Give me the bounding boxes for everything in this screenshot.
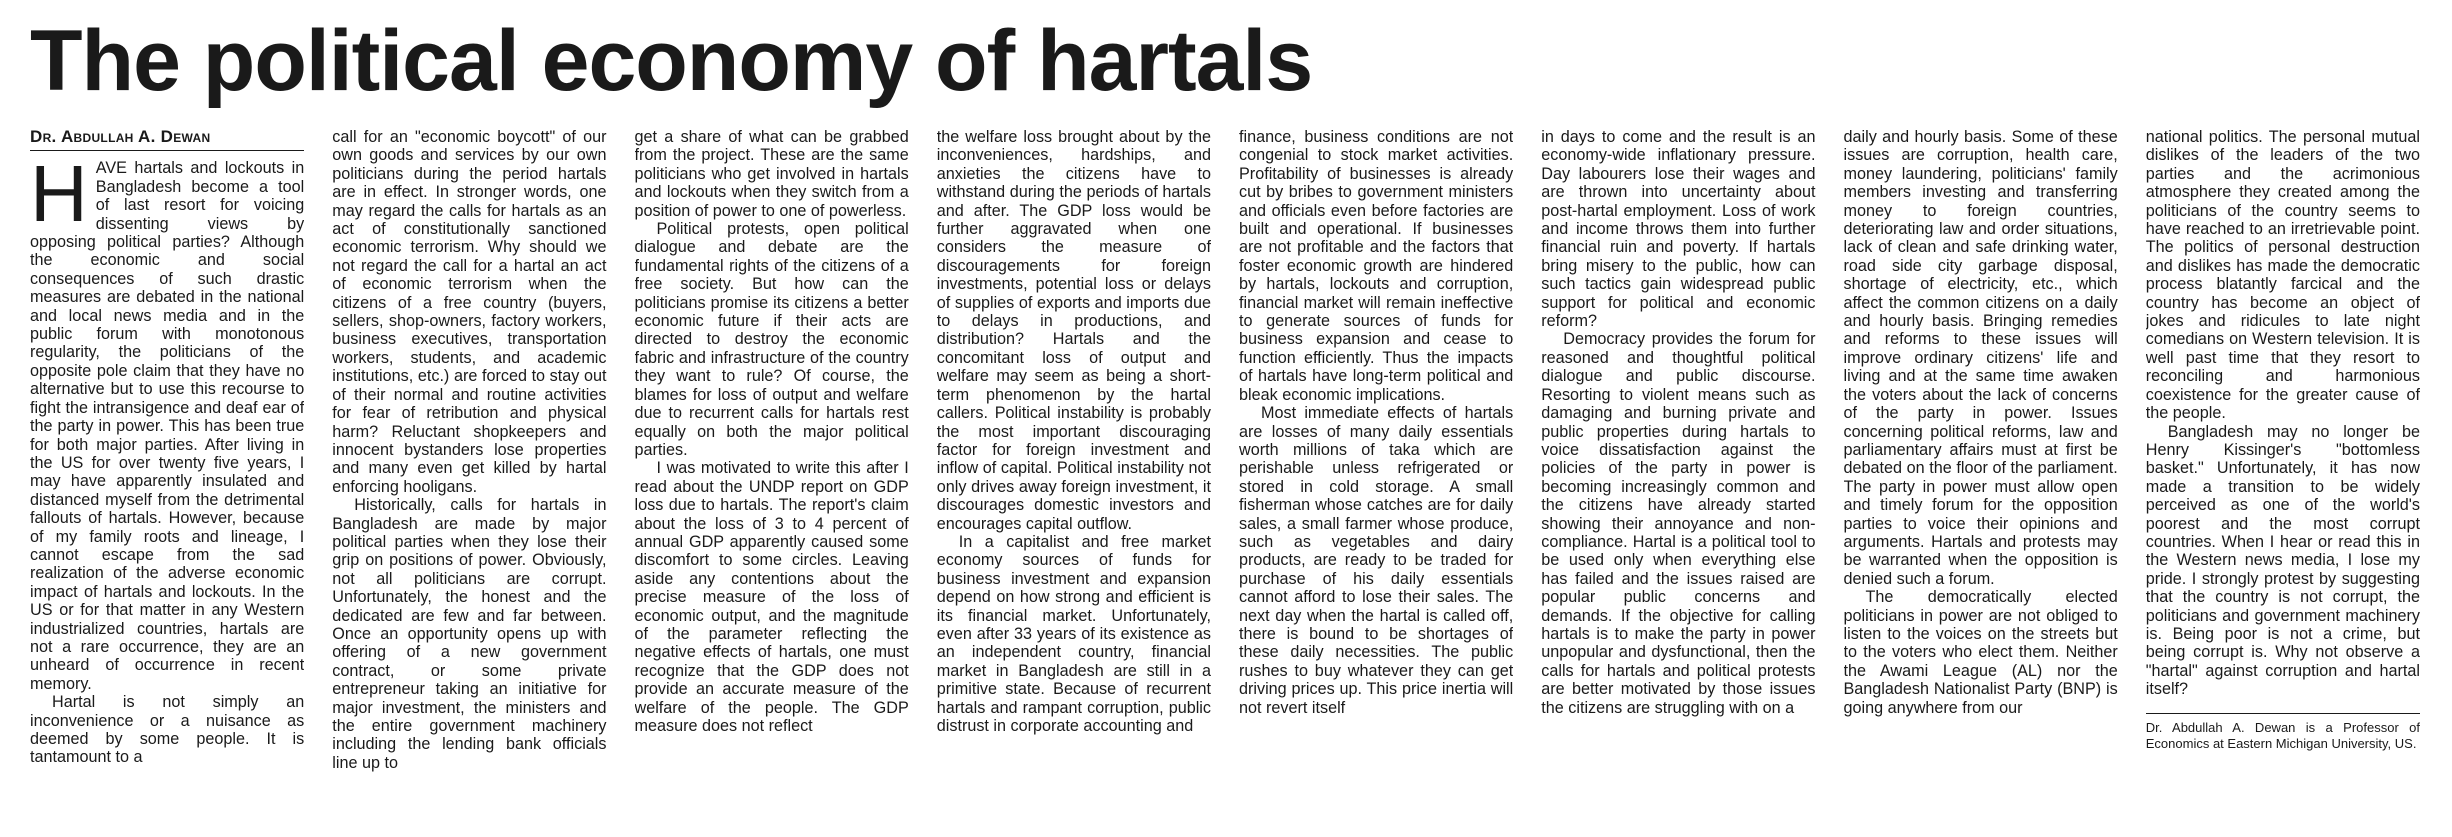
column-6 (1541, 128, 1815, 808)
paragraph: I was motivated to write this after I read about the UNDP report on GDP loss due to hartals. The report's claim about the loss of 3 to 4 percent of annual GDP apparently caused some discomfort to some circles. Leaving aside any contentions about the precise measure of the loss of economic output, and the magnitude of the parameter reflecting the negative effects of hartals, one must recognize that the GDP does not provide an accurate measure of the welfare of the people. The GDP measure does not reflect (634, 459, 909, 735)
column-7 (1844, 128, 2118, 808)
column-1 (30, 128, 304, 808)
paragraph: call for an "economic boycott" of our own goods and services by our own politicians during the period hartals are in effect. In stronger words, one may regard the calls for hartals as an act of constitutionally sanctioned economic terrorism. Why should we not regard the call for a hartal an act of economic terrorism when the citizens of a free country (buyers, sellers, shop-owners, factory workers, business executives, transportation workers, students, and academic institutions, etc.) are forced to stay out of their normal and routine activities for fear of retribution and physical harm? Reluctant shopkeepers and innocent bystanders lose properties and many even get killed by hartal enforcing hooligans. (332, 128, 607, 496)
paragraph: Bangladesh may no longer be Henry Kissinger's "bottomless basket." Unfortunately, it has now made a transition to be widely perceived as one of the world's poorest and the most corrupt countries. When I hear or read this in the Western news media, I lose my pride. I strongly protest by suggesting that the country is not corrupt, the politicians and government machinery is. Being poor is not a crime, but being corrupt is. Why not observe a "hartal" against corruption and hartal itself? (2145, 422, 2420, 699)
paragraph: in days to come and the result is an economy-wide inflationary pressure. Day labourers lose their wages and are thrown into uncertainty about post-hartal employment. Loss of work and income throws them into further financial ruin and poverty. If hartals bring misery to the public, how can such tactics gain widespread public support for political and economic reform? (1541, 128, 1816, 331)
paragraph: finance, business conditions are not congenial to stock market activities. Profitability of businesses is already cut by bribes to government ministers and officials even before factories are built and operational. If businesses are not profitable and the factors that foster economic growth are hindered by hartals, lockouts and corruption, financial market will remain ineffective to generate sources of funds for business expansion and cease to function efficiently. Thus the impacts of hartals have long-term political and bleak economic implications. (1239, 128, 1514, 404)
paragraph: In a capitalist and free market economy sources of funds for business investment and expansion depend on how strong and efficient is its financial market. Unfortunately, even after 33 years of its existence as an independent country, financial market in Bangladesh are still in a primitive state. Because of recurrent hartals and rampant corruption, public distrust in corporate accounting and (936, 532, 1211, 735)
paragraph: national politics. The personal mutual dislikes of the leaders of the two parties and the acrimonious atmosphere they created among the politicians of the country seems to have reached to an irretrievable point. The politics of personal destruction and dislikes has made the democratic process blatantly farcical and the country has become an object of jokes and ridicules to late night comedians on Western television. It is well past time that they resort to reconciling and harmonious coexistence for the greater cause of the people. (2145, 128, 2420, 423)
headline: The political economy of hartals (30, 13, 1313, 109)
paragraph: Historically, calls for hartals in Bangladesh are made by major political parties when they lose their grip on positions of power. Obviously, not all politicians are corrupt. Unfortunately, the honest and the dedicated are few and far between. Once an opportunity opens up with offering of a new government contract, or some private entrepreneur taking an initiative for major investment, the ministers and the entire government machinery including the lending bank officials line up to (332, 496, 607, 772)
drop-cap: H (30, 149, 88, 239)
paragraph: Democracy provides the forum for reasoned and thoughtful political dialogue and public discourse. Resorting to violent means such as damaging and burning private and public properties during hartals to voice dissatisfaction against the policies of the party in power is becoming increasingly common and the citizens have already started showing their annoyance and non-compliance. Hartal is a political tool to be used only when everything else has failed and the issues raised are popular public concerns and demands. If the objective for calling hartals is to make the party in power unpopular and dysfunctional, then the calls for hartals and political protests are better motivated by those issues the citizens are struggling with on a (1541, 330, 1816, 717)
author-footnote: Dr. Abdullah A. Dewan is a Professor of Economics at Eastern Michigan University, US. (2146, 713, 2420, 752)
column-2 (332, 128, 606, 808)
column-8 (2146, 128, 2420, 808)
byline: Dr. Abdullah A. Dewan (30, 128, 304, 151)
paragraph: AVE hartals and lockouts in Bangladesh become a tool of last resort for voicing dissenting views by opposing political parties? Although the economic and social consequences of such drastic measures are debated in the national and local news media and in the public forum with monotonous regularity, the politicians of the opposite pole claim that they have no alternative but to use this recourse to fight the intransigence and deaf ear of the party in power. This has been true for both major parties. After living in the US for over twenty five years, I may have apparently insulated and distanced myself from the detrimental fallouts of hartals. However, because of my family roots and lineage, I cannot escape from the sad realization of the adverse economic impact of hartals and lockouts. In the US or for that matter in any Western industrialized countries, hartals are not a rare occurrence, they are an unheard of occurrence in recent memory. (30, 159, 305, 693)
paragraph: daily and hourly basis. Some of these issues are corruption, health care, money laundering, politicians' family members investing and transferring money to foreign countries, deteriorating law and order situations, lack of clean and safe drinking water, road side city garbage disposal, shortage of electricity, etc., which affect the common citizens on a daily and hourly basis. Bringing remedies and reforms to these issues will improve ordinary citizens' life and living and at the same time awaken the voters about the lack of concerns of the party in power. Issues concerning political reforms, law and parliamentary affairs must at first be debated on the floor of the parliament. The party in power must allow open and timely forum for the opposition parties to voice their opinions and arguments. Hartals and protests may be warranted when the opposition is denied such a forum. (1843, 128, 2118, 588)
paragraph: The democratically elected politicians in power are not obliged to listen to the voices on the streets but to the voters who elect them. Neither the Awami League (AL) nor the Bangladesh Nationalist Party (BNP) is going anywhere from our (1843, 588, 2118, 717)
paragraph: Political protests, open political dialogue and debate are the fundamental rights of the citizens of a free society. But how can the politicians promise its citizens a better economic future if their acts are directed to destroy the economic fabric and infrastructure of the country they want to rule? Of course, the blames for loss of output and welfare due to recurrent calls for hartals rest equally on both the major political parties. (634, 220, 909, 459)
column-3 (635, 128, 909, 808)
paragraph: get a share of what can be grabbed from the project. These are the same politicians who get involved in hartals and lockouts when they switch from a position of power to one of powerless. (634, 128, 909, 220)
column-5 (1239, 128, 1513, 808)
paragraph: Hartal is not simply an inconvenience or a nuisance as deemed by some people. It is tantamount to a (30, 693, 305, 767)
article-columns (30, 128, 2420, 808)
paragraph: the welfare loss brought about by the inconveniences, hardships, and anxieties the citizens have to withstand during the periods of hartals and after. The GDP loss would be further aggravated when one considers the measure of discouragements for foreign investments, potential loss or delays of supplies of exports and imports due to delays in productions, and distribution? Hartals and the concomitant loss of output and welfare may seem as being a short-term phenomenon by the hartal callers. Political instability is probably the most important discouraging factor for foreign investment and inflow of capital. Political instability not only drives away foreign investment, it discourages domestic investors and encourages capital outflow. (936, 128, 1211, 533)
paragraph: Most immediate effects of hartals are losses of many daily essentials worth millions of taka which are perishable unless refrigerated or stored in cold storage. A small fisherman whose catches are for daily sales, a small farmer whose produce, such as vegetables and dairy products, are ready to be traded for purchase of his daily essentials cannot afford to lose their sales. The next day when the hartal is called off, there is bound to be shortages of these daily necessities. The public rushes to buy whatever they can get driving prices up. This price inertia will not revert itself (1239, 404, 1514, 717)
column-4 (937, 128, 1211, 808)
